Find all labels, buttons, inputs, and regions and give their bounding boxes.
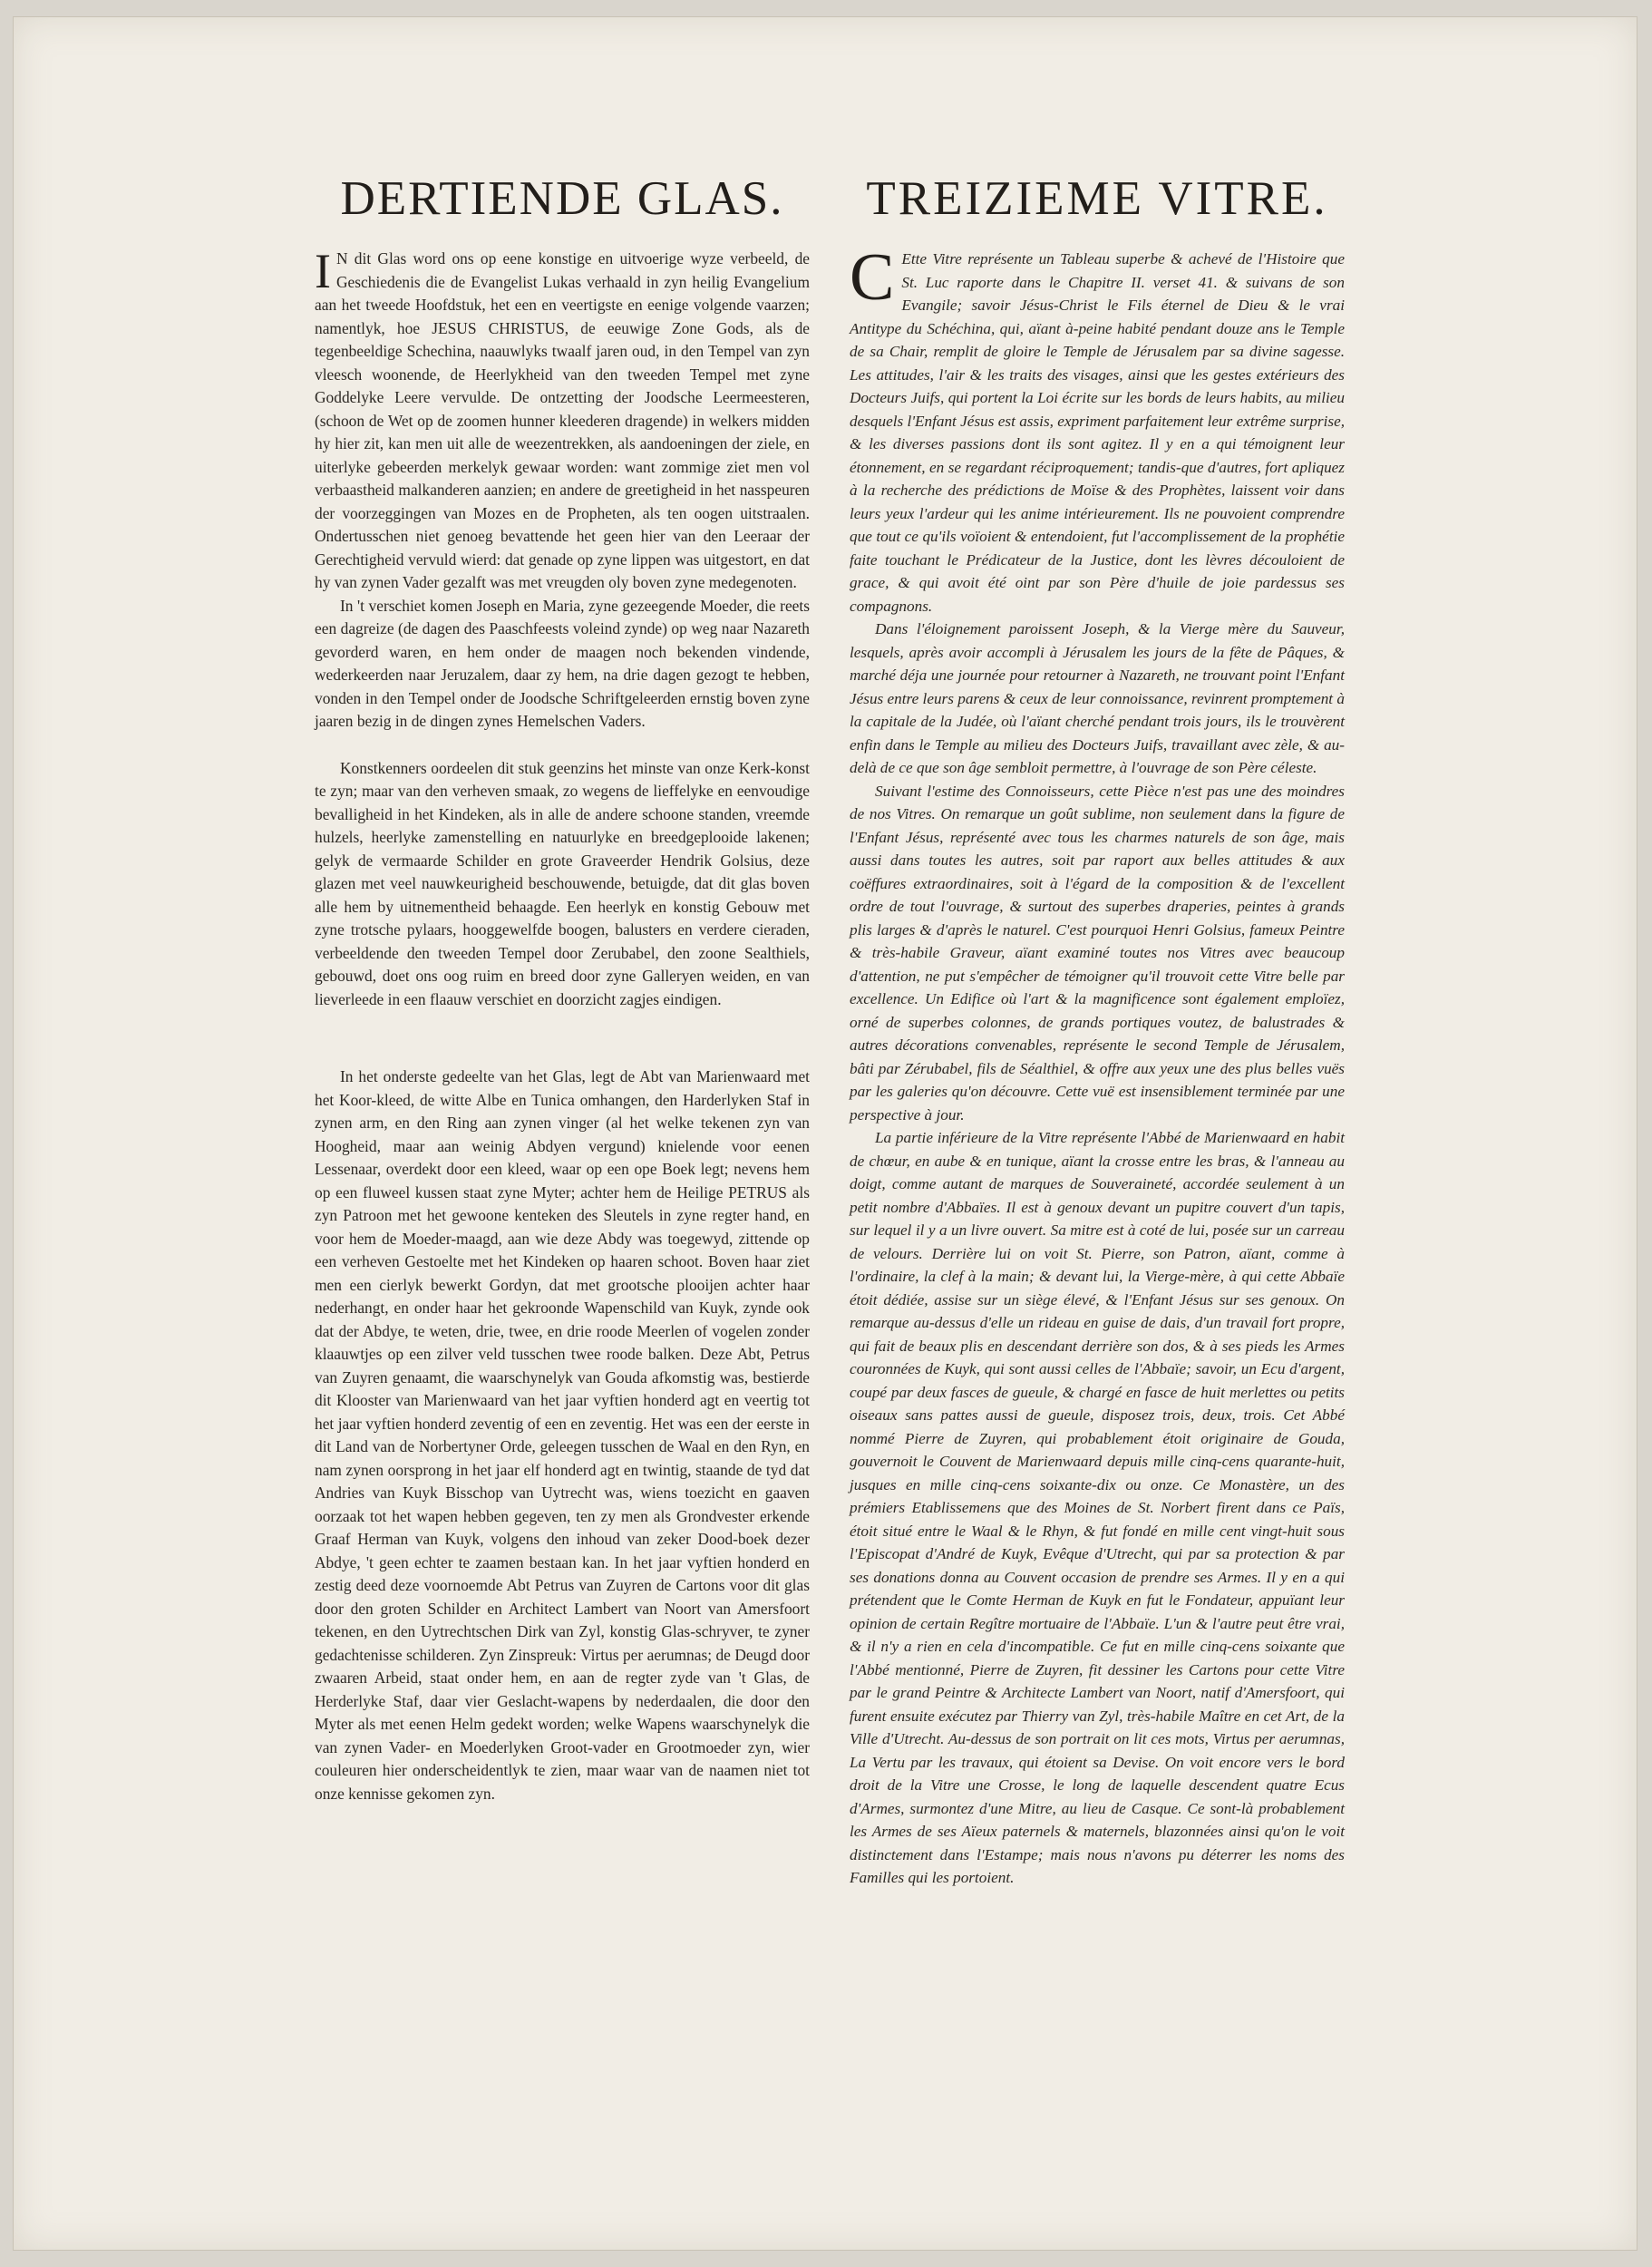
dutch-paragraph-1 <box>315 244 810 595</box>
french-paragraph-1 <box>850 240 1345 618</box>
dutch-paragraph-1-text: N dit Glas word ons op eene konstige en uitvoerige wyze verbeeld, de Geschiedenis die de Evangelist Lukas verhaald in zyn heilig Evangelium aan het tweede Hoofdstuk, het een en veertigste en eenige volgende vaarzen; namentlyk, hoe JESUS CHRISTUS, de eeuwige Zone Gods, als de tegenbeeldige Schechina, naauwlyks twaalf jaren oud, in den Tempel van zyn vleesch woonende, de Heerlykheid van den tweeden Tempel met zyne Goddelyke Leere vervulde. De ontzetting der Joodsche Leermeesteren, (schoon de Wet op de zoomen hunner kleederen dragende) in welkers midden hy hier zit, kan men uit alle de weezentrekken, als aandoeningen der ziele, en uiterlyke gebeerden merkelyk gewaar worden: want zommige ziet men vol verbaastheid malkanderen aanzien; en andere de greetigheid in het nasspeuren der voorzeggingen van Mozes en de Propheten, als ten oogen uitstraalen. Ondertusschen niet genoeg bevattende het geen hier van den Leeraar der Gerechtigheid vervuld wierd: dat genade op zyne lippen was uitgestort, en dat hy van zynen Vader gezalft was met vreugden oly boven zyne medegenoten. <box>315 249 810 591</box>
french-paragraph-4: La partie inférieure de la Vitre représente l'Abbé de Marienwaard en habit de chœur, en aube & en tunique, aïant la crosse entre les bras, & l'anneau au doigt, comme autant de marques de Souveraineté, accordée seulement à un petit nombre d'Abbaïes. Il est à genoux devant un pupitre couvert d'un tapis, sur lequel il y a un livre ouvert. Sa mitre est à coté de lui, posée sur un carreau de velours. Derrière lui on voit St. Pierre, son Patron, aïant, comme à l'ordinaire, la clef à la main; & devant lui, la Vierge-mère, à qui cette Abbaïe étoit dédiée, assise sur un siège élevé, & l'Enfant Jésus sur ses genoux. On remarque au-dessus d'elle un rideau en guise de dais, d'un travail fort propre, qui fait de beaux plis en descendant derrière son dos, & à ses pieds les Armes couronnées de Kuyk, qui sont aussi celles de l'Abbaïe; savoir, un Ecu d'argent, coupé par deux fasces de gueule, & chargé en fasce de huit merlettes ou petits oiseaux sans pattes aussi de gueule, disposez trois, deux, trois. Cet Abbé nommé Pierre de Zuyren, qui probablement étoit originaire de Gouda, gouvernoit le Couvent de Marienwaard depuis mille cinq-cens quarante-huit, jusques en mille cinq-cens soixante-dix ou onze. Ce Monastère, un des prémiers Etablissemens que des Moines de St. Norbert firent dans ce Païs, étoit situé entre le Waal & le Rhyn, & fut fondé en mille cent vingt-huit sous l'Episcopat d'André de Kuyk, Evêque d'Utrecht, qui par sa protection & par ses donations donna au Couvent occasion de prendre ses Armes. Il y en a qui prétendent que le Comte Herman de Kuyk en fut le Fondateur, appuïant leur opinion de certain Regître mortuaire de l'Abbaïe. L'un & l'autre peut être vrai, & il n'y a rien en cela d'incompatible. Ce fut en mille cinq-cens soixante que l'Abbé mentionné, Pierre de Zuyren, fit dessiner les Cartons pour cette Vitre par le grand Peintre & Architecte Lambert van Noort, natif d'Amersfoort, qui furent ensuite exécutez par Thierry van Zyl, très-habile Maître en cet Art, de la Ville d'Utrecht. Au-dessus de son portrait on lit ces mots, Virtus per aerumnas, La Vertu par les travaux, qui étoient sa Devise. On voit encore vers le bord droit de la Vitre une Crosse, le long de laquelle descendent quatre Ecus d'Armes, surmontez d'une Mitre, au lieu de Casque. Ce sont-là probablement les Armes de ses Aïeux paternels & maternels, blazonnées ainsi qu'on le voit distinctement dans l'Estampe; mais nous n'avons pu déterrer les noms des Familles qui les portoient. <box>850 1129 1345 1886</box>
french-dropcap: C <box>850 240 895 315</box>
paper-sheet <box>13 16 1637 2251</box>
dutch-title: DERTIENDE GLAS. <box>340 172 784 225</box>
dutch-dropcap: I <box>315 244 331 298</box>
french-paragraph-2: Dans l'éloignement paroissent Joseph, & la Vierge mère du Sauveur, lesquels, après avoir accompli à Jérusalem les jours de la fête de Pâques, & marché déja une journée pour retourner à Nazareth, ne trouvant point l'Enfant Jésus entre leurs parens & ceux de leur connoissance, revinrent promptement à la capitale de la Judée, où l'aïant cherché pendant trois jours, ils le trouvèrent enfin dans le Temple au milieu des Docteurs Juifs, travaillant avec zèle, & au-delà de ce que son âge sembloit permettre, à l'ouvrage de son Père céleste. <box>850 620 1345 776</box>
dutch-paragraph-3: Konstkenners oordeelen dit stuk geenzins het minste van onze Kerk-konst te zyn; maar van den verheven smaak, zo wegens de lieffelyke en eenvoudige bevalligheid in het Kindeken, als in alle de andere schoone standen, vreemde hulzels, heerlyke zamenstelling en natuurlyke en breedgeplooide lakenen; gelyk de vermaarde Schilder en grote Graveerder Hendrik Golsius, deze glazen met veel nauwkeurigheid beschouwende, betuigde, dat dit glas boven alle hem by uitnementheid behaagde. Een heerlyk en konstig Gebouw met zyne trotsche pylaars, hooggewelfde boogen, balusters en verdere cieraden, verbeeldende den tweeden Tempel door Zerubabel, den zoone Sealthiels, gebouwd, doet ons oog ruim en breed door zyne Galleryen weiden, en van lieverleede in een flaauw verschiet en doorzicht zagjes eindigen. <box>315 758 810 1008</box>
french-paragraph-1-text: Ette Vitre représente un Tableau superbe & achevé de l'Histoire que St. Luc raporte dans le Chapitre II. verset 41. & suivans de son Evangile; savoir Jésus-Christ le Fils éternel de Dieu & le vrai Antitype du Schéchina, qui, aïant à-peine habité pendant douze ans le Temple de sa Chair, remplit de gloire le Temple de Jérusalem par sa divine sagesse. Les attitudes, l'air & les traits des visages, ainsi que les gestes extérieurs des Docteurs Juifs, qui portent la Loi écrite sur les bords de leurs habits, au milieu desquels l'Enfant Jésus est assis, expriment parfaitement leur extrême surprise, & les diverses passions dont ils sont agitez. Il y en a qui témoignent leur étonnement, en se regardant réciproquement; tandis-que d'autres, fort apliquez à la recherche des prédictions de Moïse & des Prophètes, laissent voir dans leurs yeux l'ardeur qui les anime intérieurement. Ils ne pouvoient comprendre que tout ce qu'ils voïoient & entendoient, fut l'accomplissement de la prophétie faite touchant le Prédicateur de la Justice, dont les lèvres découloient de grace, & qui avoit été oint par son Père d'huile de joie pardessus ses compagnons. <box>850 250 1345 615</box>
dutch-column <box>315 171 810 1805</box>
dutch-paragraph-4: In het onderste gedeelte van het Glas, legt de Abt van Marienwaard met het Koor-kleed, de witte Albe en Tunica omhangen, den Harderlyken Staf in zynen arm, en den Ring aan zynen vinger (al het welke tekenen zyn van Hoogheid, maar aan weinig Abdyen vergund) knielende voor eenen Lessenaar, overdekt door een kleed, waar op een ope Boek legt; nevens hem op een fluweel kussen staat zyne Myter; achter hem de Heilige PETRUS als zyn Patroon met het gewoone kenteken des Sleutels in zyne regter hand, en voor hem de Moeder-maagd, aan wie deze Abdy was toegewyd, zittende op een verheven Gestoelte met het Kindeken op haaren schoot. Boven haar ziet men een cierlyk bewerkt Gordyn, dat met grootsche plooijen achter haar nederhangt, en onder haar het gekroonde Wapenschild van Kuyk, zynde ook dat der Abdye, te weten, drie, twee, en drie roode Meerlen of vogelen zonder klaauwtjes op een zilver veld tusschen twee roode balken. Deze Abt, Petrus van Zuyren genaamt, die waarschynelyk van Gouda afkomstig was, bestierde dit Klooster van Marienwaard van het jaar vyftien honderd agt en veertig tot het jaar vyftien honderd zeventig of een en zeventig. Het was een der eerste in dit Land van de Norbertyner Orde, geleegen tusschen de Waal en den Ryn, en nam zynen oorsprong in het jaar elf honderd agt en twintig, staande de tyd dat Andries van Kuyk Bisschop van Uytrecht was, wiens toezicht en gaaven oorzaak tot het wapen hebben gegeven, ten zy men als Grondvester erkende Graaf Herman van Kuyk, volgens den inhoud van zeker Dood-boek dezer Abdye, 't geen echter te zaamen bestaan kan. In het jaar vyftien honderd en zestig deed deze voornoemde Abt Petrus van Zuyren de Cartons voor dit glas door den groten Schilder en Architect Lambert van Noort van Amersfoort tekenen, en den Uytrechtschen Dirk van Zyl, konstig Glas-schryver, te zyner gedachtenisse schilderen. Zyn Zinspreuk: Virtus per aerumnas; de Deugd door zwaaren Arbeid, staat onder hem, en aan de regter zyde van 't Glas, de Herderlyke Staf, daar vier Geslacht-wapens by nederdaalen, die door den Myter als met eenen Helm gedekt worden; welke Wapens waarschynelyk die van zynen Vader- en Moederlyken Groot-vader en Grootmoeder zyn, wier couleuren hier onderscheidentlyk te zien, maar waar van de naamen niet tot onze kennisse gekomen zyn. <box>315 1067 810 1803</box>
french-paragraph-3: Suivant l'estime des Connoisseurs, cette Pièce n'est pas une des moindres de nos Vitres. On remarque un goût sublime, non seulement dans la figure de l'Enfant Jésus, représenté avec tous les charmes naturels de son âge, mais aussi dans toutes les autres, soit par raport aux belles attitudes & aux coëffures extraordinaires, soit à l'égard de la composition & de l'excellent ordre de tout l'ouvrage, & surtout des superbes draperies, peintes à grands plis larges & d'après le naturel. C'est pourquoi Henri Golsius, fameux Peintre & très-habile Graveur, aïant examiné toutes nos Vitres avec beaucoup d'attention, ne put s'empêcher de témoigner qu'il trouvoit cette Vitre belle par excellence. Un Edifice où l'art & la magnificence sont également emploïez, orné de superbes colonnes, de grands portiques voutez, de balustrades & autres décorations convenables, représente le second Temple de Jérusalem, bâti par Zérubabel, fils de Séalthiel, & offre aux yeux une des plus belles vuës par les galeries qu'on découvre. Cette vuë est insensiblement terminée par une perspective à jour. <box>850 782 1345 1124</box>
french-title: TREIZIEME VITRE. <box>866 172 1328 225</box>
french-column <box>850 171 1345 1890</box>
dutch-paragraph-2: In 't verschiet komen Joseph en Maria, zyne gezeegende Moeder, die reets een dagreize (de dagen des Paaschfeests voleind zynde) op weg naar Nazareth gevorderd waren, en hem onder de maagen noch bekenden vindende, wederkeerden naar Jeruzalem, daar zy hem, na drie dagen gezogt te hebben, vonden in den Tempel onder de Joodsche Schriftgeleerden ernstig boven zyne jaaren bezig in de dingen zynes Hemelschen Vaders. <box>315 596 810 730</box>
